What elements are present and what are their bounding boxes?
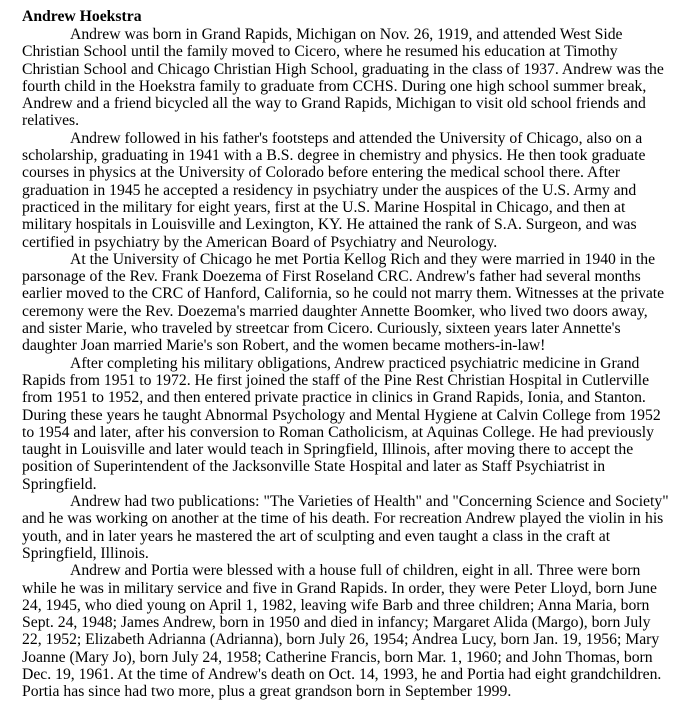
paragraph-education: Andrew followed in his father's footsteps and attended the University of Chicago, also on a scholarship, graduating in 1941 with a B.S. degree in chemistry and physics. He then took graduate courses in physics at the University of Colorado before entering the medical school there. After graduation in 1945 he accepted a residency in psychiatry under the auspices of the U.S. Army and practiced in the military for eight years, first at the U.S. Marine Hospital in Chicago, and then at military hospitals in Louisville and Lexington, KY. He attained the rank of S.A. Surgeon, and was certified in psychiatry by the American Board of Psychiatry and Neurology. <box>22 129 646 251</box>
paragraph-marriage: At the University of Chicago he met Portia Kellog Rich and they were married in 1940 in the parsonage of the Rev. Frank Doezema of First Roseland CRC. Andrew's father had several months earlier moved to the CRC of Hanford, California, so he could not marry them. Witnesses at the private ceremony were the Rev. Doezema's married daughter Annette Boomker, who lived two doors away, and sister Marie, who traveled by streetcar from Cicero. Curiously, sixteen years later Annette's daughter Joan married Marie's son Robert, and the women became mothers-in-law! <box>22 250 665 355</box>
paragraph-career: After completing his military obligations, Andrew practiced psychiatric medicine in Grand Rapids from 1951 to 1972. He first joined the staff of the Pine Rest Christian Hospital in Cutlerville from 1951 to 1952, and then entered private practice in clinics in Grand Rapids, Ionia, and Stanton. During these years he taught Abnormal Psychology and Mental Hygiene at Calvin College from 1952 to 1954 and later, after his conversion to Roman Catholicism, at Aquinas College. He had previously taught in Louisville and later would teach in Springfield, Illinois, after moving there to accept the position of Superintendent of the Jacksonville State Hospital and later as Staff Psychiatrist in Springfield. <box>22 354 661 493</box>
paragraph-early-life: Andrew was born in Grand Rapids, Michigan on Nov. 26, 1919, and attended West Side Christian School until the family moved to Cicero, where he resumed his education at Timothy Christian School and Chicago Christian High School, graduating in the class of 1937. Andrew was the fourth child in the Hoekstra family to graduate from CCHS. During one high school summer break, Andrew and a friend bicycled all the way to Grand Rapids, Michigan to visit old school friends and relatives. <box>22 26 664 130</box>
paragraph-publications: Andrew had two publications: "The Varieties of Health" and "Concerning Science and Society" and he was working on another at the time of his death. For recreation Andrew played the violin in his youth, and in later years he mastered the art of sculpting and even taught a class in the craft at Springfield, Illinois. <box>22 493 669 562</box>
paragraph-family: Andrew and Portia were blessed with a house full of children, eight in all. Three were born while he was in military service and five in Grand Rapids. In order, they were Peter Lloyd, born June 24, 1945, who died young on April 1, 1982, leaving wife Barb and three children; Anna Maria, born Sept. 24, 1948; James Andrew, born in 1950 and died in infancy; Margaret Alida (Margo), born July 22, 1952; Elizabeth Adrianna (Adrianna), born July 26, 1954; Andrea Lucy, born Jan. 19, 1956; Mary Joanne (Mary Jo), born July 24, 1958; Catherine Francis, born Mar. 1, 1960; and John Thomas, born Dec. 19, 1961. At the time of Andrew's death on Oct. 14, 1993, he and Portia had eight grandchildren. Portia has since had two more, plus a great grandson born in September 1999. <box>22 562 662 701</box>
document-title: Andrew Hoekstra <box>22 8 142 25</box>
